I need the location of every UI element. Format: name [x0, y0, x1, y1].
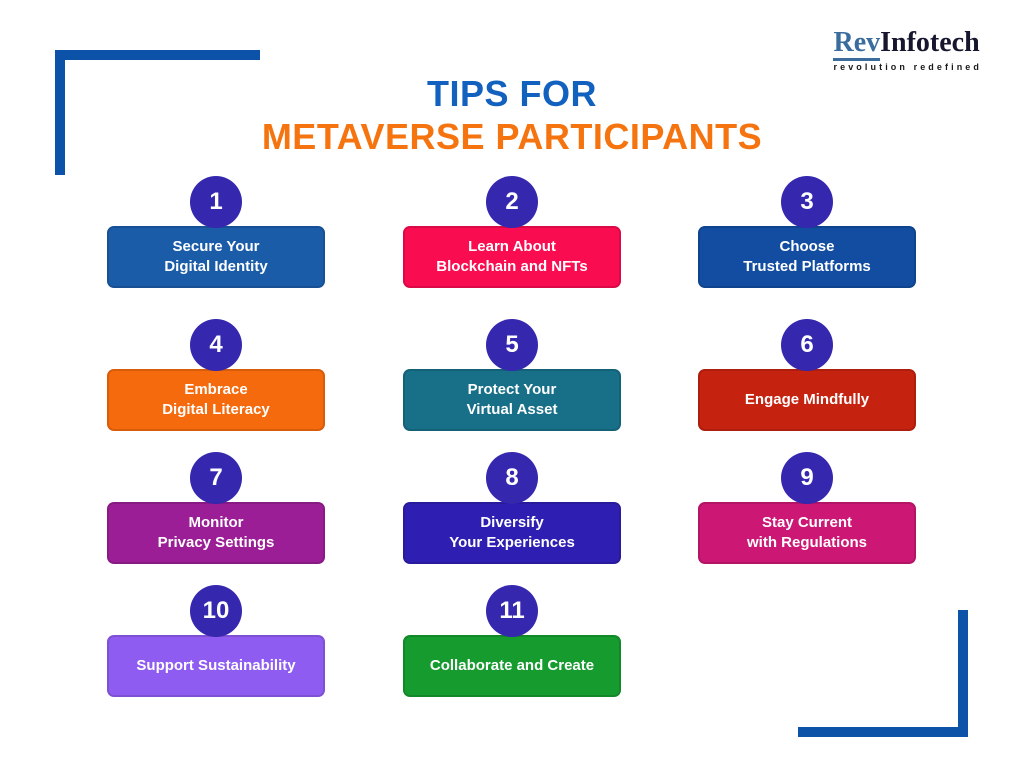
tip-number-badge: 6	[781, 319, 833, 371]
tip-number-badge: 4	[190, 319, 242, 371]
tip-number-badge: 10	[190, 585, 242, 637]
tip-item-5	[403, 319, 621, 431]
tip-box	[403, 635, 621, 697]
tip-label-line: Digital Identity	[164, 258, 268, 275]
tip-box	[403, 226, 621, 288]
tip-number-badge: 5	[486, 319, 538, 371]
tip-box	[698, 502, 916, 564]
tip-label-line: Your Experiences	[449, 534, 575, 551]
page-title-line2: METAVERSE PARTICIPANTS	[261, 116, 763, 157]
tip-label-line: Engage Mindfully	[744, 391, 870, 408]
tip-item-2	[403, 176, 621, 288]
tip-label-line: Diversify	[480, 514, 544, 531]
tip-label-line: Secure Your	[172, 238, 260, 255]
tip-label-line: Learn About	[468, 238, 556, 255]
tip-item-11	[403, 585, 621, 697]
tip-number-badge: 2	[486, 176, 538, 228]
tip-label-line: Blockchain and NFTs	[436, 258, 588, 275]
tip-label-line: Collaborate and Create	[429, 657, 595, 674]
tip-label-line: with Regulations	[747, 534, 867, 551]
tip-number-badge: 1	[190, 176, 242, 228]
tip-label-line: Trusted Platforms	[743, 258, 871, 275]
logo-brand-primary: Rev	[833, 27, 880, 61]
tip-box	[107, 502, 325, 564]
page-title-line1: TIPS FOR	[426, 73, 597, 114]
tip-item-6	[698, 319, 916, 431]
tip-number-badge: 8	[486, 452, 538, 504]
tip-box	[698, 369, 916, 431]
logo-tagline: revolution redefined	[833, 62, 982, 72]
tip-box	[107, 226, 325, 288]
tip-box	[698, 226, 916, 288]
logo-brand-secondary: Infotech	[880, 27, 980, 58]
tip-item-4	[107, 319, 325, 431]
tip-item-1	[107, 176, 325, 288]
tip-number-badge: 3	[781, 176, 833, 228]
tip-box	[403, 369, 621, 431]
tip-number-badge: 11	[486, 585, 538, 637]
tip-box	[107, 635, 325, 697]
tip-label-line: Embrace	[184, 381, 248, 398]
tip-item-8	[403, 452, 621, 564]
tip-item-3	[698, 176, 916, 288]
tip-number-badge: 9	[781, 452, 833, 504]
tip-label-line: Stay Current	[761, 514, 853, 531]
tip-number-badge: 7	[190, 452, 242, 504]
tip-label-line: Privacy Settings	[157, 534, 275, 551]
tip-item-9	[698, 452, 916, 564]
tip-label-line: Choose	[779, 238, 835, 255]
tip-item-7	[107, 452, 325, 564]
tip-box	[107, 369, 325, 431]
tip-box	[403, 502, 621, 564]
tip-label-line: Virtual Asset	[466, 401, 558, 418]
tip-item-10	[107, 585, 325, 697]
tip-label-line: Support Sustainability	[136, 657, 296, 674]
tip-label-line: Monitor	[188, 514, 244, 531]
tip-label-line: Digital Literacy	[162, 401, 270, 418]
tip-label-line: Protect Your	[467, 381, 557, 398]
